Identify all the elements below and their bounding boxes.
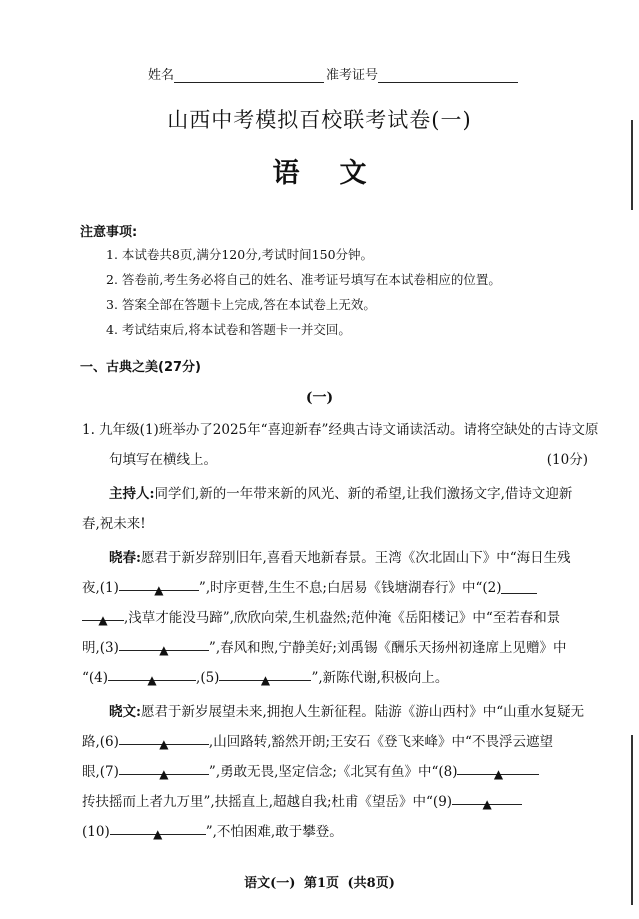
ticket-label: 准考证号: [326, 68, 379, 83]
note-item: 1. 本试卷共8页,满分120分,考试时间150分钟。: [106, 247, 374, 262]
host-paragraph-cont: 春,祝未来!: [82, 516, 146, 532]
speaker-xiaowen: 晓文:: [109, 704, 141, 720]
question-1: 1. 九年级(1)班举办了2025年“喜迎新春”经典古诗文诵读活动。请将空缺处的古诗文原 句填写在横线上。 (10分) 主持人:同学们,新的一年带来新的风光、新的希望,让我们激扬文字,借诗文迎新 春,祝未来! 晓春:愿君于新岁辞别旧年,喜看天地新春景。王湾《次北固山下》中“海日生残 夜,(1) ▲ ”,时序更替,生生不息;白居易《钱塘湖春行》中“(2) ▲ ,浅草才能没马蹄”,欣欣向荣,生机盎然;范仲淹《岳阳楼记》中“至若春和景 明,(3) ▲ ”,春风和煦,宁静美好;刘禹锡《酬乐天扬州初逢席上见赠》中 “(4) ▲ ,(5) ▲ ”,新陈代谢,积极向上。 晓文:愿君于新岁展望未来,拥抱人生新征程。陆游《游山西村》中“山重水复疑无 路,(6) ▲ ,山回路转,豁然开朗;王安石《登飞来峰》中“不畏浮云遮望 眼,(7) ▲ ”,勇敢无畏,坚定信念;《北冥有鱼》中“(8) ▲ 抟扶摇而上者九万里”,扶摇直上,超越自我;杜甫《望岳》中“(9) ▲ (10) ▲ ”,不怕困难,敢于攀登。: [82, 415, 588, 847]
section-heading: 一、古典之美(27分): [80, 360, 201, 375]
question-stem: 1. 九年级(1)班举办了2025年“喜迎新春”经典古诗文诵读活动。请将空缺处的古诗文原: [82, 422, 599, 438]
part-heading: (一): [305, 390, 334, 406]
page-footer: 语文(一) 第1页 (共8页): [244, 876, 395, 891]
answer-blank-1[interactable]: ▲: [119, 575, 199, 591]
answer-blank-4[interactable]: ▲: [108, 665, 196, 681]
note-item: 3. 答案全部在答题卡上完成,答在本试卷上无效。: [106, 297, 376, 312]
name-label: 姓名: [148, 68, 175, 83]
scan-edge-mark: [631, 735, 633, 905]
candidate-info: [148, 64, 518, 83]
notes-heading: 注意事项:: [80, 225, 138, 240]
speaker-xiaochun: 晓春:: [109, 550, 141, 566]
scan-edge-mark: [631, 120, 633, 210]
host-paragraph: 主持人:同学们,新的一年带来新的风光、新的希望,让我们激扬文字,借诗文迎新: [109, 486, 573, 502]
subject-title: 语文: [272, 158, 407, 189]
xiaowen-paragraph: 晓文:愿君于新岁展望未来,拥抱人生新征程。陆游《游山西村》中“山重水复疑无: [109, 704, 585, 720]
notes-list: [106, 242, 501, 342]
name-field[interactable]: [174, 70, 324, 83]
note-item: 2. 答卷前,考生务必将自己的姓名、准考证号填写在本试卷相应的位置。: [106, 272, 501, 287]
question-stem-cont: 句填写在横线上。 (10分): [82, 445, 588, 475]
answer-blank-9[interactable]: ▲: [452, 789, 522, 805]
answer-blank-3[interactable]: ▲: [119, 635, 209, 651]
xiaochun-paragraph: 晓春:愿君于新岁辞别旧年,喜看天地新春景。王湾《次北固山下》中“海日生残: [109, 550, 571, 566]
answer-blank-8[interactable]: ▲: [457, 759, 539, 775]
speaker-host: 主持人:: [109, 486, 155, 502]
answer-blank-7[interactable]: ▲: [119, 759, 209, 775]
ticket-number-field[interactable]: [378, 70, 518, 83]
question-score: (10分): [546, 452, 588, 468]
exam-title: 山西中考模拟百校联考试卷(一): [167, 108, 472, 132]
answer-blank-5[interactable]: ▲: [219, 665, 311, 681]
answer-blank-6[interactable]: ▲: [119, 729, 209, 745]
note-item: 4. 考试结束后,将本试卷和答题卡一并交回。: [106, 322, 351, 337]
answer-blank-2-cont[interactable]: ▲: [82, 605, 124, 621]
answer-blank-2[interactable]: [501, 578, 537, 594]
answer-blank-10[interactable]: ▲: [110, 819, 206, 835]
